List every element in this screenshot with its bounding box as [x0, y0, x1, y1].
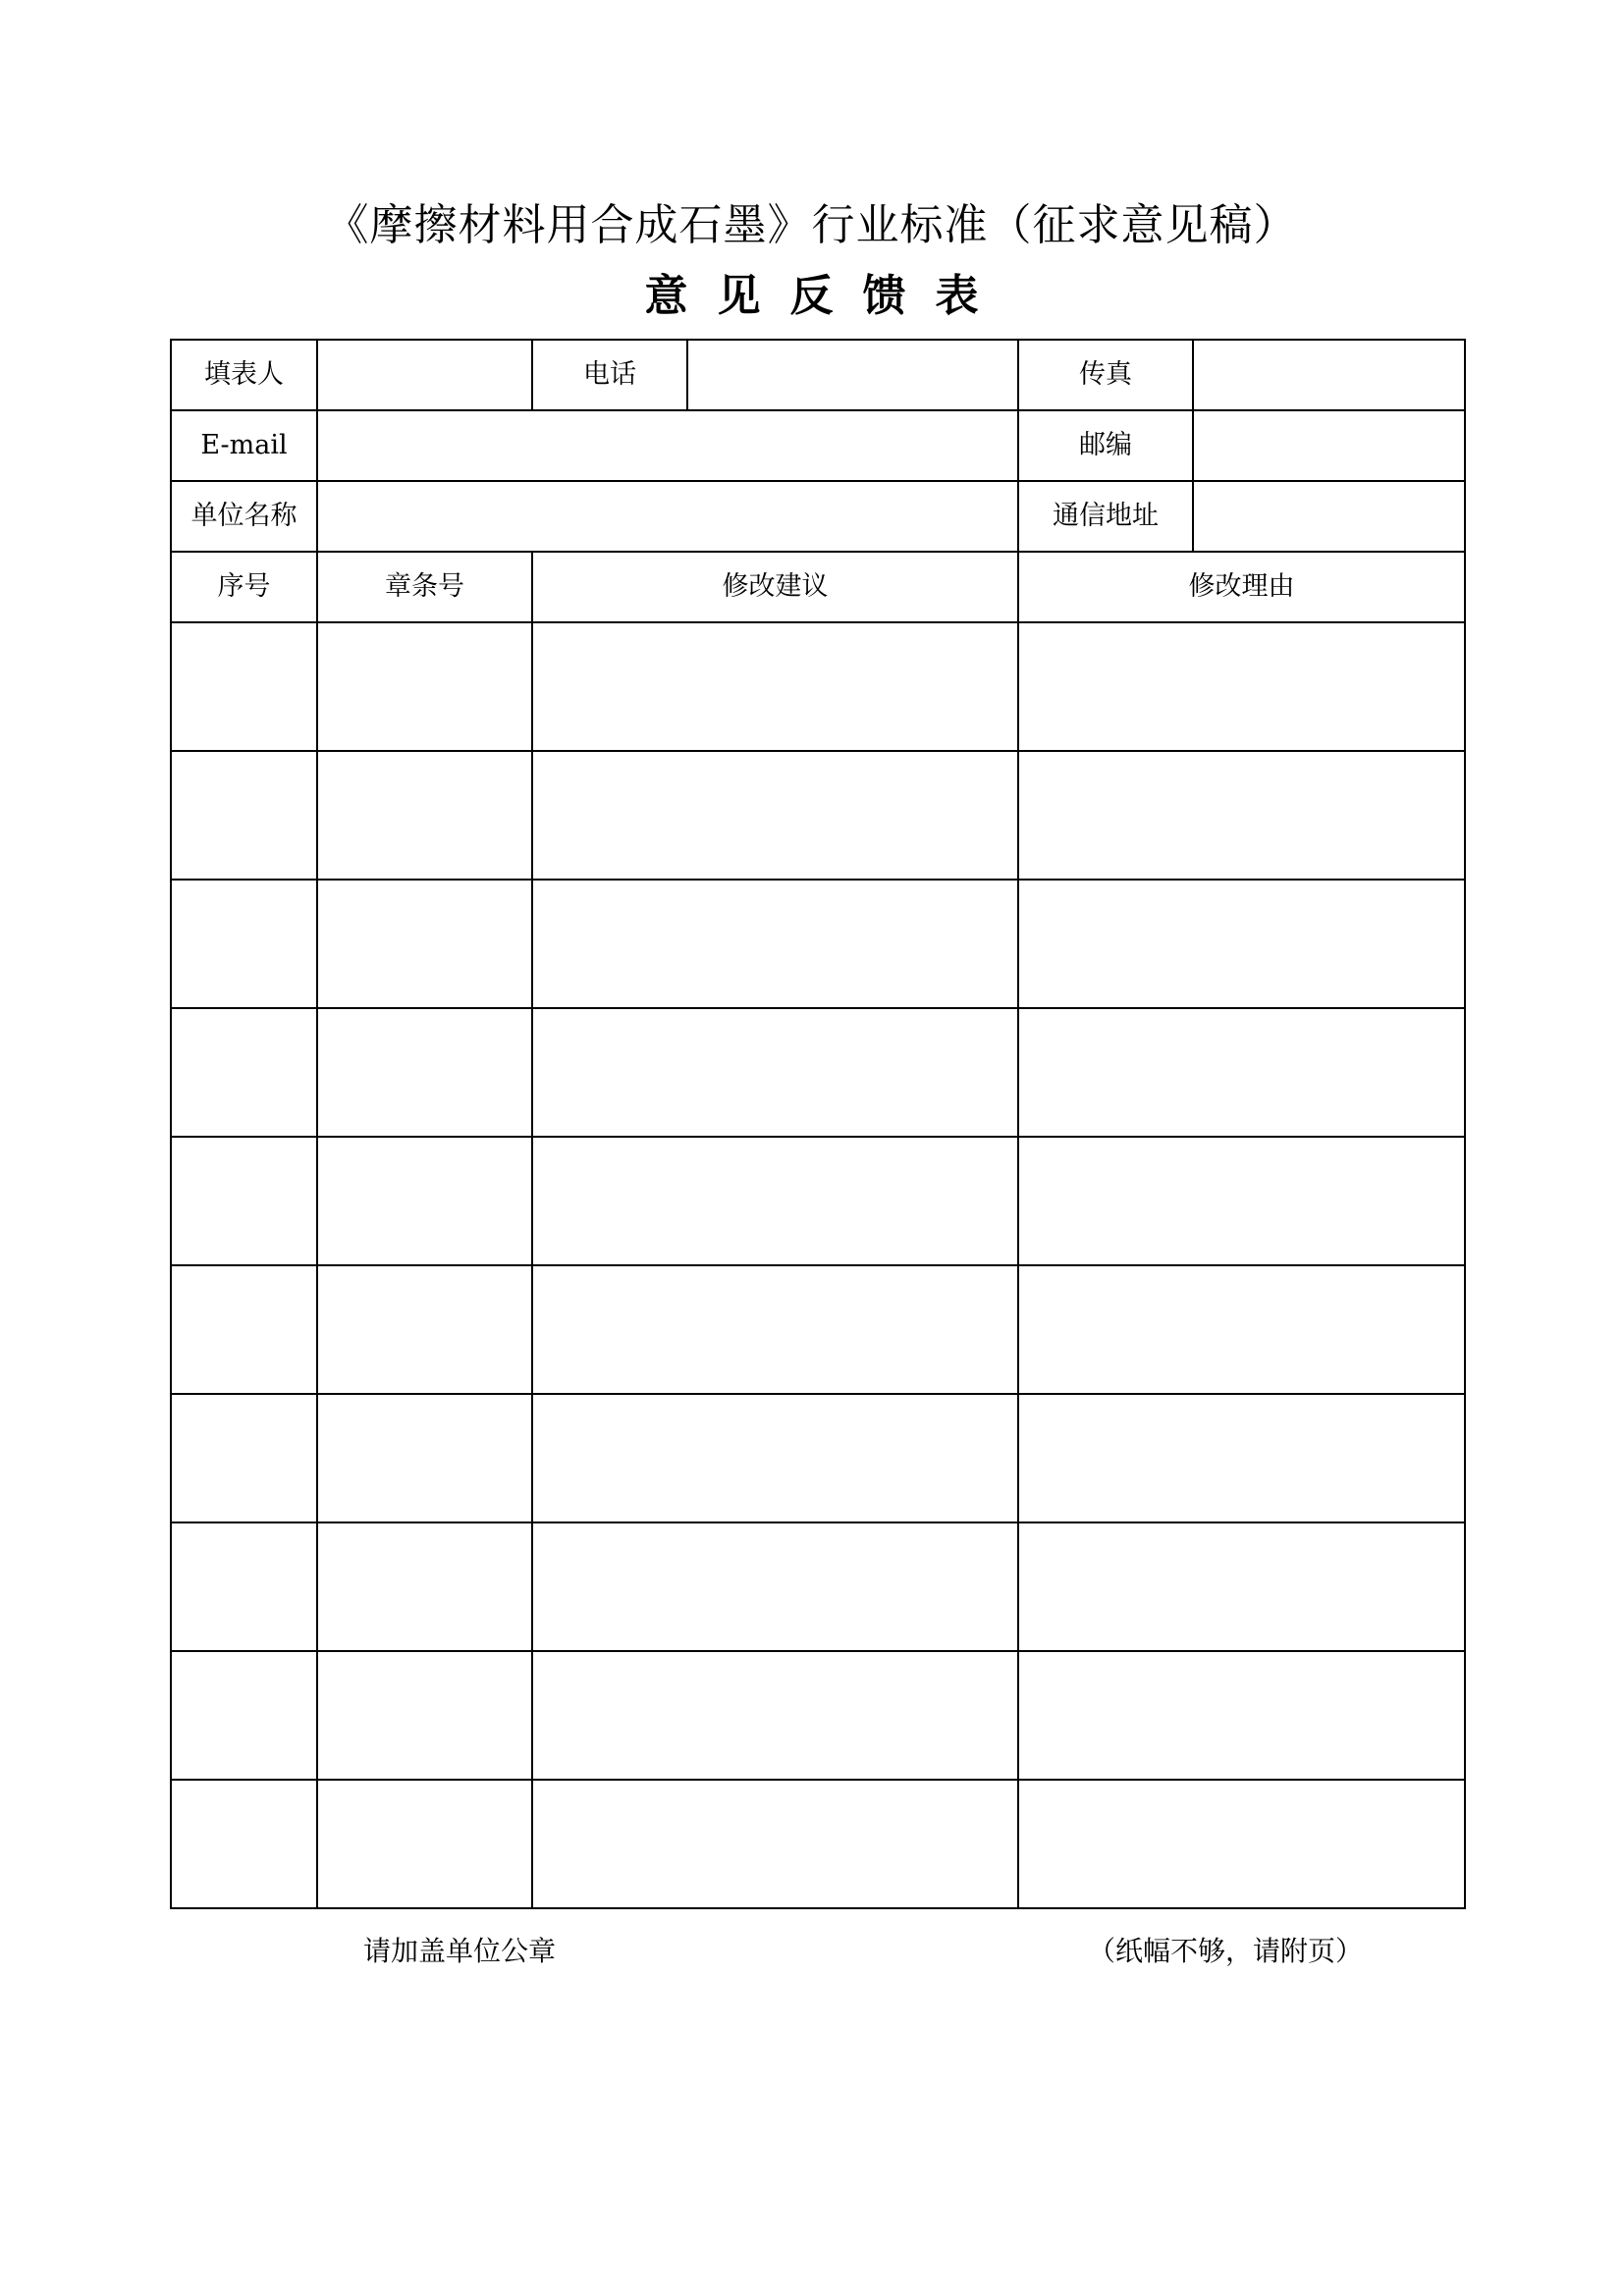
phone-label: 电话	[532, 340, 687, 410]
no-cell[interactable]	[171, 1780, 317, 1908]
reason-cell[interactable]	[1018, 1137, 1465, 1265]
feedback-row	[171, 1522, 1465, 1651]
filler-label: 填表人	[171, 340, 317, 410]
column-header-row	[171, 552, 1465, 622]
clause-cell[interactable]	[317, 622, 532, 751]
reason-cell[interactable]	[1018, 1394, 1465, 1522]
attach-page-note: （纸幅不够，请附页）	[1088, 1935, 1364, 1967]
phone-field[interactable]	[687, 340, 1018, 410]
clause-cell[interactable]	[317, 880, 532, 1008]
suggestion-cell[interactable]	[532, 880, 1018, 1008]
suggestion-cell[interactable]	[532, 1651, 1018, 1780]
fax-label: 传真	[1018, 340, 1193, 410]
no-cell[interactable]	[171, 1265, 317, 1394]
email-label: E-mail	[171, 410, 317, 481]
no-cell[interactable]	[171, 1008, 317, 1137]
postcode-label: 邮编	[1018, 410, 1193, 481]
no-cell[interactable]	[171, 1651, 317, 1780]
no-cell[interactable]	[171, 1394, 317, 1522]
email-field[interactable]	[317, 410, 1018, 481]
reason-cell[interactable]	[1018, 1265, 1465, 1394]
address-field[interactable]	[1193, 481, 1465, 552]
clause-cell[interactable]	[317, 1522, 532, 1651]
suggestion-cell[interactable]	[532, 751, 1018, 880]
suggestion-cell[interactable]	[532, 622, 1018, 751]
no-cell[interactable]	[171, 880, 317, 1008]
feedback-form-table	[170, 339, 1466, 1909]
suggestion-cell[interactable]	[532, 1137, 1018, 1265]
feedback-row	[171, 1394, 1465, 1522]
reason-cell[interactable]	[1018, 751, 1465, 880]
clause-cell[interactable]	[317, 1137, 532, 1265]
no-cell[interactable]	[171, 1522, 317, 1651]
info-row-contact	[171, 340, 1465, 410]
feedback-row	[171, 751, 1465, 880]
no-cell[interactable]	[171, 751, 317, 880]
feedback-row	[171, 1651, 1465, 1780]
reason-cell[interactable]	[1018, 880, 1465, 1008]
no-cell[interactable]	[171, 622, 317, 751]
org-label: 单位名称	[171, 481, 317, 552]
filler-field[interactable]	[317, 340, 532, 410]
document-subtitle: 意见反馈表	[644, 271, 1008, 321]
suggestion-cell[interactable]	[532, 1265, 1018, 1394]
suggestion-cell[interactable]	[532, 1780, 1018, 1908]
clause-cell[interactable]	[317, 1651, 532, 1780]
reason-cell[interactable]	[1018, 622, 1465, 751]
suggestion-cell[interactable]	[532, 1008, 1018, 1137]
column-header-suggestion: 修改建议	[532, 552, 1018, 622]
clause-cell[interactable]	[317, 751, 532, 880]
feedback-row	[171, 622, 1465, 751]
stamp-note: 请加盖单位公章	[363, 1935, 557, 1967]
feedback-row	[171, 1137, 1465, 1265]
column-header-reason: 修改理由	[1018, 552, 1465, 622]
address-label: 通信地址	[1018, 481, 1193, 552]
feedback-row	[171, 1780, 1465, 1908]
clause-cell[interactable]	[317, 1265, 532, 1394]
reason-cell[interactable]	[1018, 1651, 1465, 1780]
column-header-clause: 章条号	[317, 552, 532, 622]
clause-cell[interactable]	[317, 1394, 532, 1522]
clause-cell[interactable]	[317, 1008, 532, 1137]
no-cell[interactable]	[171, 1137, 317, 1265]
suggestion-cell[interactable]	[532, 1522, 1018, 1651]
reason-cell[interactable]	[1018, 1008, 1465, 1137]
reason-cell[interactable]	[1018, 1780, 1465, 1908]
info-row-organization	[171, 481, 1465, 552]
reason-cell[interactable]	[1018, 1522, 1465, 1651]
suggestion-cell[interactable]	[532, 1394, 1018, 1522]
feedback-row	[171, 1265, 1465, 1394]
fax-field[interactable]	[1193, 340, 1465, 410]
document-title: 《摩擦材料用合成石墨》行业标准（征求意见稿）	[325, 200, 1298, 250]
feedback-row	[171, 1008, 1465, 1137]
info-row-email	[171, 410, 1465, 481]
postcode-field[interactable]	[1193, 410, 1465, 481]
column-header-no: 序号	[171, 552, 317, 622]
org-field[interactable]	[317, 481, 1018, 552]
feedback-row	[171, 880, 1465, 1008]
clause-cell[interactable]	[317, 1780, 532, 1908]
